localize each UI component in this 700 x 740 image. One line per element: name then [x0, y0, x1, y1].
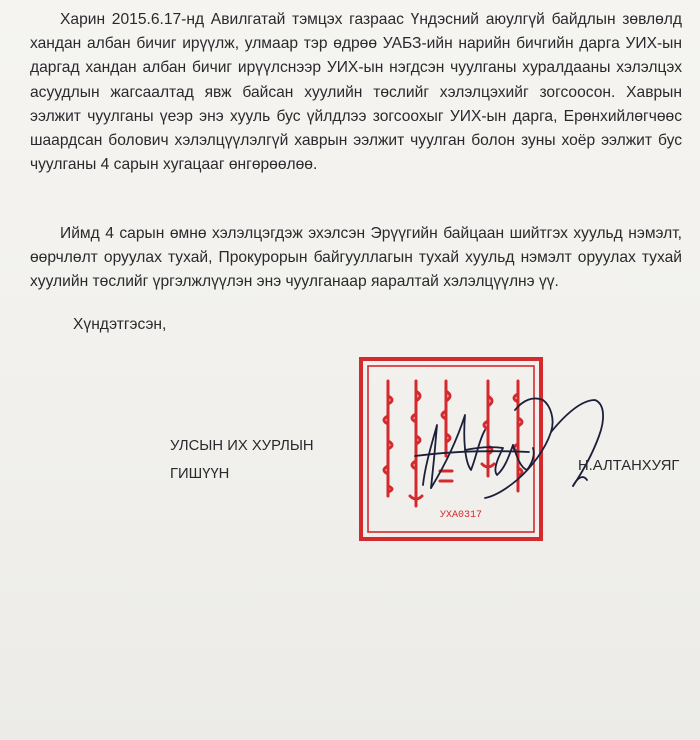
signer-name: Н.АЛТАНХУЯГ — [578, 458, 680, 474]
closing-salutation: Хүндэтгэсэн, — [73, 316, 167, 333]
seal-code: УХА0317 — [440, 510, 483, 521]
signer-role — [170, 432, 314, 488]
handwritten-signature — [405, 370, 615, 520]
body-paragraph-1: Харин 2015.6.17-нд Авилгатай тэмцэх газраас Үндэсний аюулгүй байдлын зөвлөлд хандан албан бичиг ирүүлж, улмаар тэр өдрөө УАБЗ-ийн нарийн бичгийн дарга УИХ-ын даргад хандан албан бичиг ирүүлснээр УИХ-ын нэгдсэн чуулганы хуралдааны хэлэлцэх асуудлын жагсаалтад явж байсан хуулийн төслийг хэлэлцэхийг зогсоосон. Хаврын ээлжит чуулганы үеэр энэ хууль бус үйлдлээ зогсоохыг УИХ-ын дарга, Ерөнхийлөгчөөс шаардсан болович хэлэлцүүлэлгүй хаврын ээлжит чуулган болон зуны хоёр ээлжит бус чуулганы 4 сарын хугацааг өнгөрөөлөө. — [30, 11, 682, 174]
body-paragraph-2: Иймд 4 сарын өмнө хэлэлцэгдэж эхэлсэн Эрүүгийн байцаан шийтгэх хуульд нэмэлт, өөрчлөлт оруулах тухай, Прокурорын байгууллагын тухай хуульд нэмэлт оруулах тухай хуулийн төслийг үргэлжлүүлэн энэ чуулганаар яаралтай хэлэлцүүлнэ үү. — [30, 225, 682, 291]
signer-role-line-1: УЛСЫН ИХ ХУРЛЫН — [170, 438, 314, 454]
signer-role-line-2: ГИШҮҮН — [170, 466, 230, 482]
